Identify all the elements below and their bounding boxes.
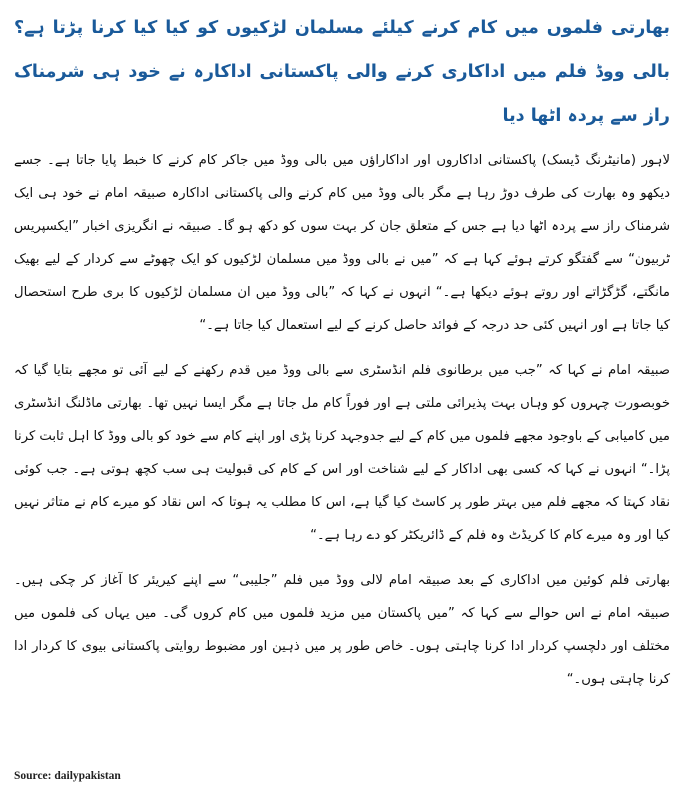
article-paragraph-3: بھارتی فلم کوئین میں اداکاری کے بعد صبیقہ امام لالی ووڈ میں فلم ”جلیبی“ سے اپنے کیریئر کا آغاز کر چکی ہیں۔ صبیقہ امام نے اس حوالے سے کہا کہ ”میں پاکستان میں مزید فلموں میں کام کروں گی۔ میں یہاں کی فلموں میں مختلف اور دلچسپ کردار ادا کرنا چاہتی ہوں۔ خاص طور پر میں ذہین اور مضبوط روایتی پاکستانی بیوی کا کردار ادا کرنا چاہتی ہوں۔“ bbox=[14, 573, 670, 687]
article-paragraph-1: لاہور (مانیٹرنگ ڈیسک) پاکستانی اداکاروں اور اداکاراؤں میں بالی ووڈ میں جاکر کام کرنے کا خبط پایا جاتا ہے۔ جسے دیکھو وہ بھارت کی طرف دوڑ رہا ہے مگر بالی ووڈ میں کام کرنے والی پاکستانی اداکارہ صبیقہ امام نے خود ہی ایک شرمناک راز سے پردہ اٹھا دیا ہے جس کے متعلق جان کر بہت سوں کو دکھ ہو گا۔ صبیقہ نے انگریزی اخبار ”ایکسپریس ٹربیون“ سے گفتگو کرتے ہوئے کہا ہے کہ ”میں نے بالی ووڈ میں مسلمان لڑکیوں کو ایک چھوٹے سے کردار کے لیے بھیک مانگتے، گڑگڑاتے اور روتے ہوئے دیکھا ہے۔“ انہوں نے کہا کہ ”بالی ووڈ میں ان مسلمان لڑکیوں کا بری طرح استحصال کیا جاتا ہے اور انہیں کئی حد درجہ کے فوائد حاصل کرنے کے لیے استعمال کیا جاتا ہے۔“ bbox=[14, 153, 670, 333]
article-headline: بھارتی فلموں میں کام کرنے کیلئے مسلمان لڑکیوں کو کیا کیا کرنا پڑتا ہے؟ بالی ووڈ فلم میں اداکاری کرنے والی پاکستانی اداکارہ نے خود ہی شرمناک راز سے پردہ اٹھا دیا bbox=[14, 18, 670, 126]
article-paragraph-2: صبیقہ امام نے کہا کہ ”جب میں برطانوی فلم انڈسٹری سے بالی ووڈ میں قدم رکھنے کے لیے آئی تو مجھے بتایا گیا کہ خوبصورت چہروں کو وہاں بہت پذیرائی ملتی ہے اور فوراً کام مل جاتا ہے مگر ایسا نہیں تھا۔ بھارتی ماڈلنگ انڈسٹری میں کامیابی کے باوجود مجھے فلموں میں کام کے لیے جدوجہد کرنا پڑی اور اپنے کام سے خود کو بالی ووڈ کا اہل ثابت کرنا پڑا۔“ انہوں نے کہا کہ کسی بھی اداکار کے لیے شناخت اور اس کے کام کی قبولیت ہی سب کچھ ہوتی ہے۔ جب کوئی نقاد کہتا کہ مجھے فلم میں بہتر طور پر کاسٹ کیا گیا ہے، اس کا مطلب یہ ہوتا کہ اس نقاد کو میرے کام نے متاثر نہیں کیا اور وہ میرے کام کا کریڈٹ وہ فلم کے ڈائریکٹر کو دے رہا ہے۔“ bbox=[14, 363, 670, 543]
source-credit: Source: dailypakistan bbox=[14, 770, 121, 782]
